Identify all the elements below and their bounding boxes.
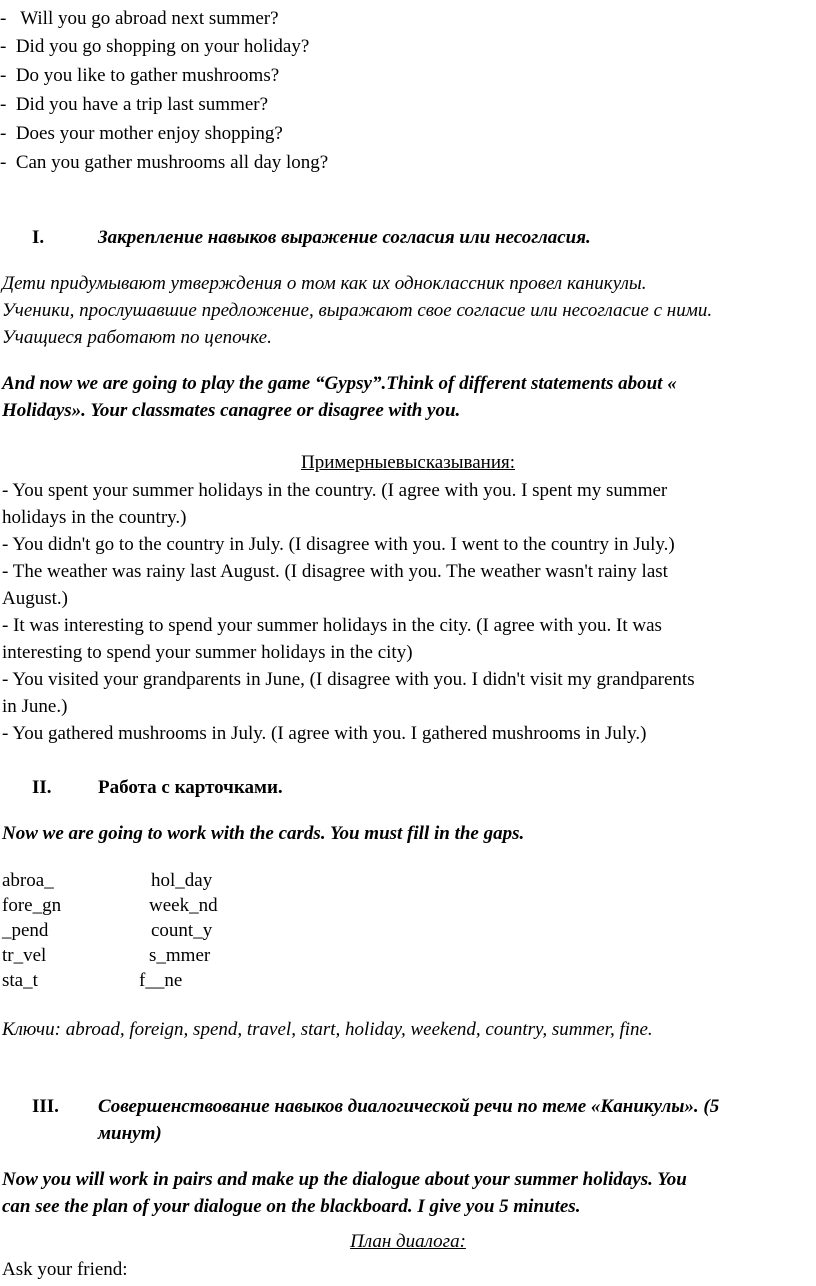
- instruction-line: can see the plan of your dialogue on the blackboard. I give you 5 minutes.: [2, 1196, 581, 1217]
- section-2-title: Работа с карточками.: [98, 777, 283, 798]
- example-line: in June.): [2, 696, 68, 717]
- card-word: hol_day: [151, 870, 213, 891]
- section-1-title: Закрепление навыков выражение согласия или несогласия.: [98, 227, 591, 248]
- plan-title: План диалога:: [350, 1231, 466, 1252]
- card-word: tr_vel: [2, 945, 47, 966]
- card-word: sta_t: [2, 970, 38, 991]
- example-line: - It was interesting to spend your summer holidays in the city. (I agree with you. It was: [2, 615, 662, 636]
- section-1-description: [0, 270, 814, 351]
- section-3-title-line: минут): [98, 1123, 162, 1144]
- question-item: - Does your mother enjoy shopping?: [0, 123, 283, 144]
- examples-list: [0, 477, 814, 747]
- instruction-line: Holidays». Your classmates canagree or disagree with you.: [2, 400, 461, 421]
- section-3-number: III.: [32, 1096, 59, 1117]
- ask-friend-line: Ask your friend:: [2, 1259, 128, 1280]
- card-word: f__ne: [139, 970, 183, 991]
- card-word: week_nd: [149, 895, 218, 916]
- instruction-line: And now we are going to play the game “Gypsy”.Think of different statements about «: [2, 373, 677, 394]
- section-3-title-line: Совершенствование навыков диалогической речи по теме «Каникулы». (5: [98, 1096, 720, 1117]
- card-word: fore_gn: [2, 895, 62, 916]
- card-row: [0, 867, 400, 892]
- example-line: interesting to spend your summer holidays in the city): [2, 642, 413, 663]
- card-row: [0, 942, 400, 967]
- example-line: - You didn't go to the country in July. (I disagree with you. I went to the country in July.): [2, 534, 675, 555]
- question-item: - Can you gather mushrooms all day long?: [0, 152, 329, 173]
- examples-title: Примерныевысказывания:: [300, 452, 516, 473]
- question-item: - Did you have a trip last summer?: [0, 94, 269, 115]
- description-line: Дети придумывают утверждения о том как их одноклассник провел каникулы.: [2, 273, 647, 294]
- section-2-instruction: Now we are going to work with the cards. You must fill in the gaps.: [2, 823, 525, 844]
- question-item: - Will you go abroad next summer?: [0, 8, 279, 29]
- card-word: count_y: [151, 920, 213, 941]
- card-word: s_mmer: [149, 945, 211, 966]
- example-line: - You visited your grandparents in June, (I disagree with you. I didn't visit my grandparents: [2, 669, 695, 690]
- section-3-title: [98, 1093, 808, 1147]
- section-1-instruction: [0, 370, 814, 424]
- example-line: - The weather was rainy last August. (I disagree with you. The weather wasn't rainy last: [2, 561, 668, 582]
- example-line: August.): [2, 588, 68, 609]
- description-line: Учащиеся работают по цепочке.: [2, 327, 272, 348]
- section-2-number: II.: [32, 777, 52, 798]
- answer-keys: Ключи: abroad, foreign, spend, travel, start, holiday, weekend, country, summer, fine.: [2, 1019, 653, 1040]
- card-row: [0, 892, 400, 917]
- example-line: - You spent your summer holidays in the country. (I agree with you. I spent my summer: [2, 480, 668, 501]
- section-3-instruction: [0, 1166, 814, 1220]
- description-line: Ученики, прослушавшие предложение, выражают свое согласие или несогласие с ними.: [2, 300, 713, 321]
- question-item: - Did you go shopping on your holiday?: [0, 36, 310, 57]
- section-1-number: I.: [32, 227, 45, 248]
- example-line: - You gathered mushrooms in July. (I agree with you. I gathered mushrooms in July.): [2, 723, 647, 744]
- card-word: abroa_: [2, 870, 54, 891]
- section-3-heading: [0, 1093, 816, 1147]
- instruction-line: Now you will work in pairs and make up the dialogue about your summer holidays. You: [2, 1169, 687, 1190]
- question-item: - Do you like to gather mushrooms?: [0, 65, 280, 86]
- card-row: [0, 917, 400, 942]
- card-row: [0, 967, 400, 992]
- card-word: _pend: [2, 920, 49, 941]
- example-line: holidays in the country.): [2, 507, 187, 528]
